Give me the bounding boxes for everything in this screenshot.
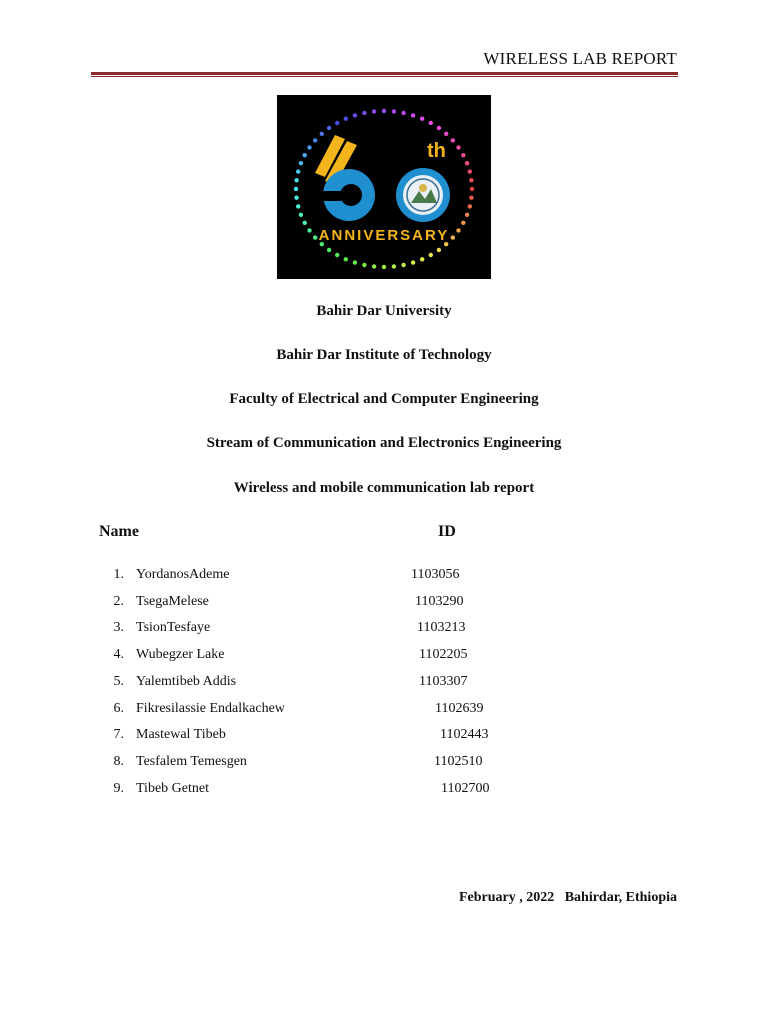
member-name: Yalemtibeb Addis: [136, 674, 237, 689]
logo-dot: [372, 109, 376, 113]
member-id: 1103213: [417, 620, 466, 635]
logo-dot: [313, 138, 317, 142]
logo-dot: [392, 264, 396, 268]
item-number: 9.: [113, 781, 124, 796]
logo-dot: [392, 109, 396, 113]
logo-dot: [372, 264, 376, 268]
logo-dot: [456, 145, 460, 149]
logo-dot: [382, 109, 386, 113]
footer-date: February , 2022: [458, 890, 555, 905]
member-name: Tibeb Getnet: [136, 781, 209, 796]
logo-dot: [299, 213, 303, 217]
item-number: 6.: [113, 701, 124, 716]
logo-dot: [468, 204, 472, 208]
list-item: [0, 674, 768, 694]
logo-anniversary-text: ANNIVERSARY: [318, 227, 450, 244]
logo-dot: [313, 235, 317, 239]
logo-dot: [303, 153, 307, 157]
logo-dot: [401, 111, 405, 115]
list-item: [0, 594, 768, 614]
logo-dot: [296, 204, 300, 208]
list-item: [0, 620, 768, 640]
list-item: [0, 647, 768, 667]
institute-name: Bahir Dar Institute of Technology: [276, 347, 492, 363]
logo-dot: [335, 121, 339, 125]
logo-dot: [362, 263, 366, 267]
item-number: 1.: [113, 567, 124, 582]
logo-dot: [470, 187, 474, 191]
list-item: [0, 701, 768, 721]
logo-dot: [465, 213, 469, 217]
member-name: Wubegzer Lake: [136, 647, 225, 662]
logo-dot: [429, 121, 433, 125]
logo-dot: [294, 187, 298, 191]
stream-name: Stream of Communication and Electronics Engineering: [206, 435, 562, 451]
id-column-header: ID: [438, 523, 456, 540]
member-id: 1102205: [419, 647, 468, 662]
item-number: 5.: [113, 674, 124, 689]
footer-place: Bahirdar, Ethiopia: [564, 890, 677, 905]
item-number: 3.: [113, 620, 124, 635]
item-number: 7.: [113, 727, 124, 742]
logo-dot: [468, 169, 472, 173]
header-rule-thin: [91, 76, 678, 77]
university-seal-icon: [403, 175, 443, 215]
logo-dot: [344, 257, 348, 261]
logo-dot: [307, 228, 311, 232]
member-id: 1102510: [434, 754, 483, 769]
member-id: 1102639: [435, 701, 484, 716]
member-id: 1103307: [419, 674, 468, 689]
logo-dot: [437, 248, 441, 252]
logo-dot: [307, 145, 311, 149]
university-name: Bahir Dar University: [316, 303, 452, 319]
item-number: 4.: [113, 647, 124, 662]
logo-dot: [327, 126, 331, 130]
logo-dot: [444, 132, 448, 136]
member-id: 1102443: [440, 727, 489, 742]
logo-dot: [344, 117, 348, 121]
item-number: 8.: [113, 754, 124, 769]
member-name: Fikresilassie Endalkachew: [136, 701, 285, 716]
logo-dot: [456, 228, 460, 232]
member-id: 1102700: [441, 781, 490, 796]
logo-dot: [320, 132, 324, 136]
list-item: [0, 754, 768, 774]
member-id: 1103056: [411, 567, 460, 582]
logo-dot: [420, 117, 424, 121]
logo-dot: [353, 113, 357, 117]
logo-dot: [461, 153, 465, 157]
logo-dot: [299, 161, 303, 165]
logo-dot: [353, 260, 357, 264]
name-column-header: Name: [99, 523, 139, 540]
member-name: Tesfalem Temesgen: [136, 754, 247, 769]
report-title: Wireless and mobile communication lab report: [233, 480, 535, 496]
logo-dot: [362, 111, 366, 115]
logo-dot: [469, 178, 473, 182]
logo-dot: [451, 235, 455, 239]
list-item: [0, 781, 768, 801]
logo-dot: [294, 178, 298, 182]
member-id: 1103290: [415, 594, 464, 609]
footer-date-place: [459, 890, 677, 906]
list-item: [0, 567, 768, 587]
logo-dot: [303, 221, 307, 225]
logo-dot: [382, 265, 386, 269]
list-item: [0, 727, 768, 747]
logo-dot: [420, 257, 424, 261]
member-name: YordanosAdeme: [136, 567, 230, 582]
item-number: 2.: [113, 594, 124, 609]
logo-dot: [401, 263, 405, 267]
report-header-title: WIRELESS LAB REPORT: [483, 49, 677, 68]
logo-dot: [461, 221, 465, 225]
logo-dot: [411, 260, 415, 264]
logo-superscript: th: [427, 140, 446, 162]
logo-dot: [451, 138, 455, 142]
faculty-name: Faculty of Electrical and Computer Engineering: [229, 391, 539, 407]
logo-dot: [469, 196, 473, 200]
header-rule: [91, 72, 678, 75]
logo-dot: [294, 196, 298, 200]
logo-dot: [335, 253, 339, 257]
logo-dot: [296, 169, 300, 173]
logo-dot: [437, 126, 441, 130]
member-name: TsionTesfaye: [136, 620, 211, 635]
anniversary-logo: [277, 95, 491, 279]
logo-dot: [327, 248, 331, 252]
logo-dot: [411, 113, 415, 117]
logo-dot: [429, 253, 433, 257]
member-name: TsegaMelese: [136, 594, 209, 609]
logo-dot: [465, 161, 469, 165]
member-name: Mastewal Tibeb: [136, 727, 226, 742]
